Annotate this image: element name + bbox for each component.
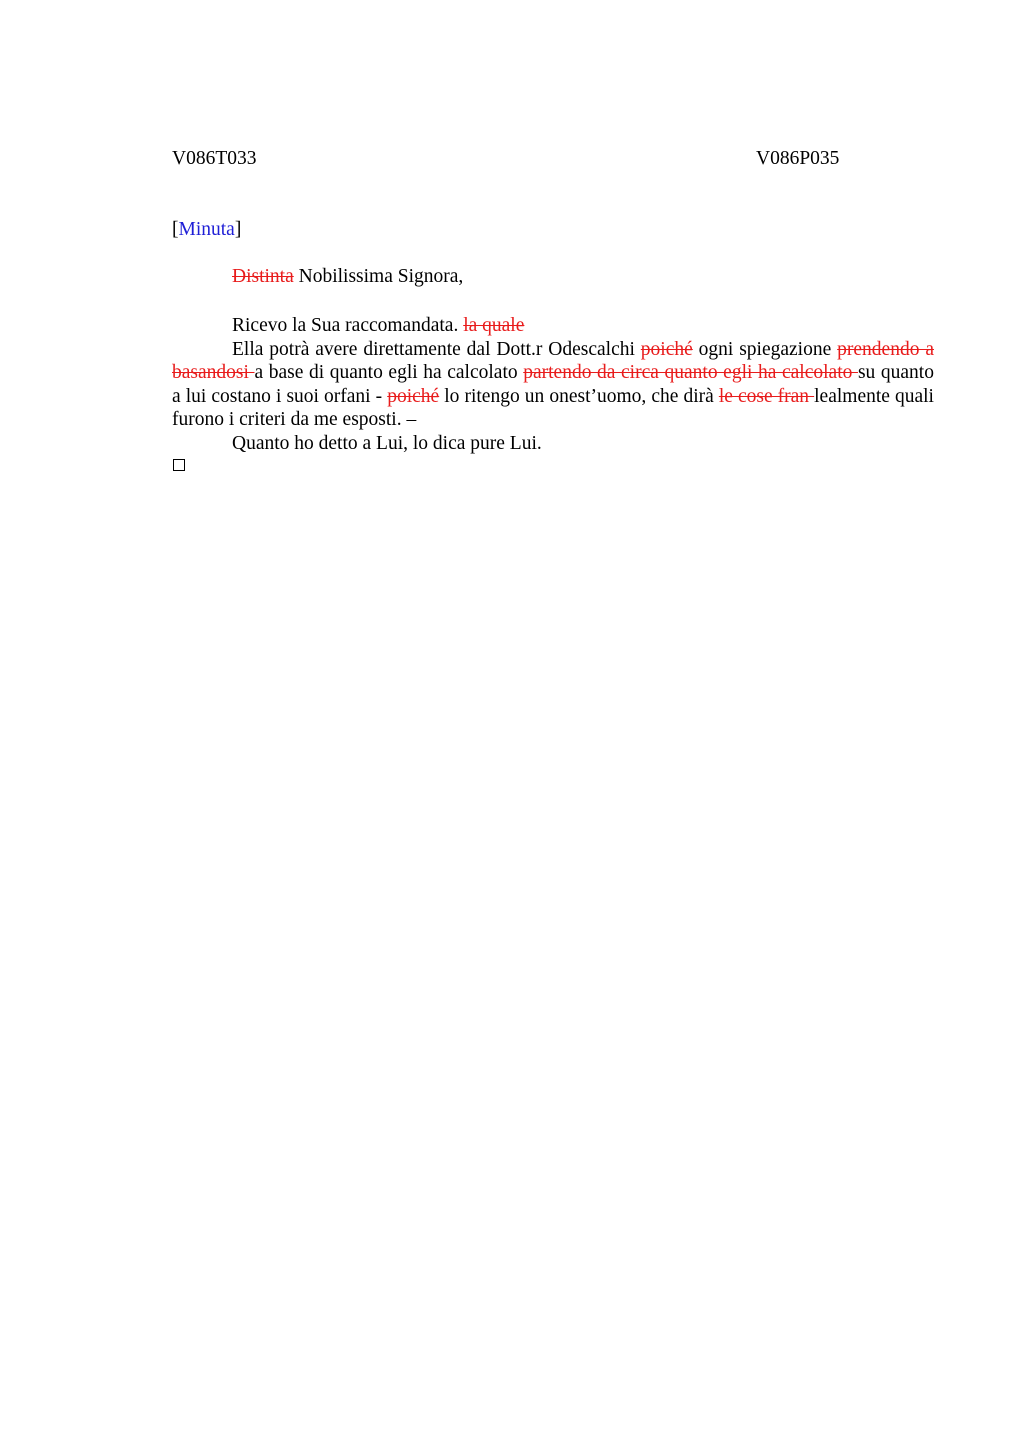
close-bracket: ] [234, 219, 242, 240]
deleted-text: poiché [640, 338, 693, 360]
paragraph-2 [172, 338, 934, 432]
paragraph-text: ogni spiegazione [692, 338, 838, 360]
paragraph-text: a base di quanto egli ha calcolato [254, 362, 524, 384]
paragraph-text: su quanto a lui costano i suoi orfani - [172, 362, 934, 407]
paragraph-text: Ella potrà avere direttamente dal Dott.r Odescalchi [232, 338, 641, 360]
salutation [232, 266, 463, 288]
empty-square-icon [173, 459, 185, 471]
paragraph-text: Ricevo la Sua raccomandata. [232, 315, 464, 336]
minuta-label [172, 219, 241, 241]
letter-body [172, 314, 934, 456]
paragraph-1 [172, 314, 934, 338]
minuta-text: Minuta [178, 219, 235, 240]
paragraph-text: Quanto ho detto a Lui, lo dica pure Lui. [232, 432, 542, 454]
deleted-text: Distinta [232, 266, 294, 287]
deleted-text: prendendo a basandosi [172, 338, 934, 384]
open-bracket: [ [172, 219, 179, 240]
paragraph-text: lo ritengo un onest’uomo, che dirà [439, 385, 719, 407]
header-left-code: V086T033 [172, 148, 257, 169]
deleted-text: la quale [463, 315, 525, 336]
paragraph-3 [172, 432, 934, 456]
header-right-code: V086P035 [756, 148, 840, 169]
deleted-text: partendo da circa quanto egli ha calcolato [523, 362, 858, 384]
deleted-text: poiché [387, 385, 440, 407]
salutation-text: Nobilissima Signora, [293, 266, 464, 287]
deleted-text: le cose fran [718, 385, 815, 407]
paragraph-text: lealmente quali furono i criteri da me esposti. – [172, 385, 934, 431]
